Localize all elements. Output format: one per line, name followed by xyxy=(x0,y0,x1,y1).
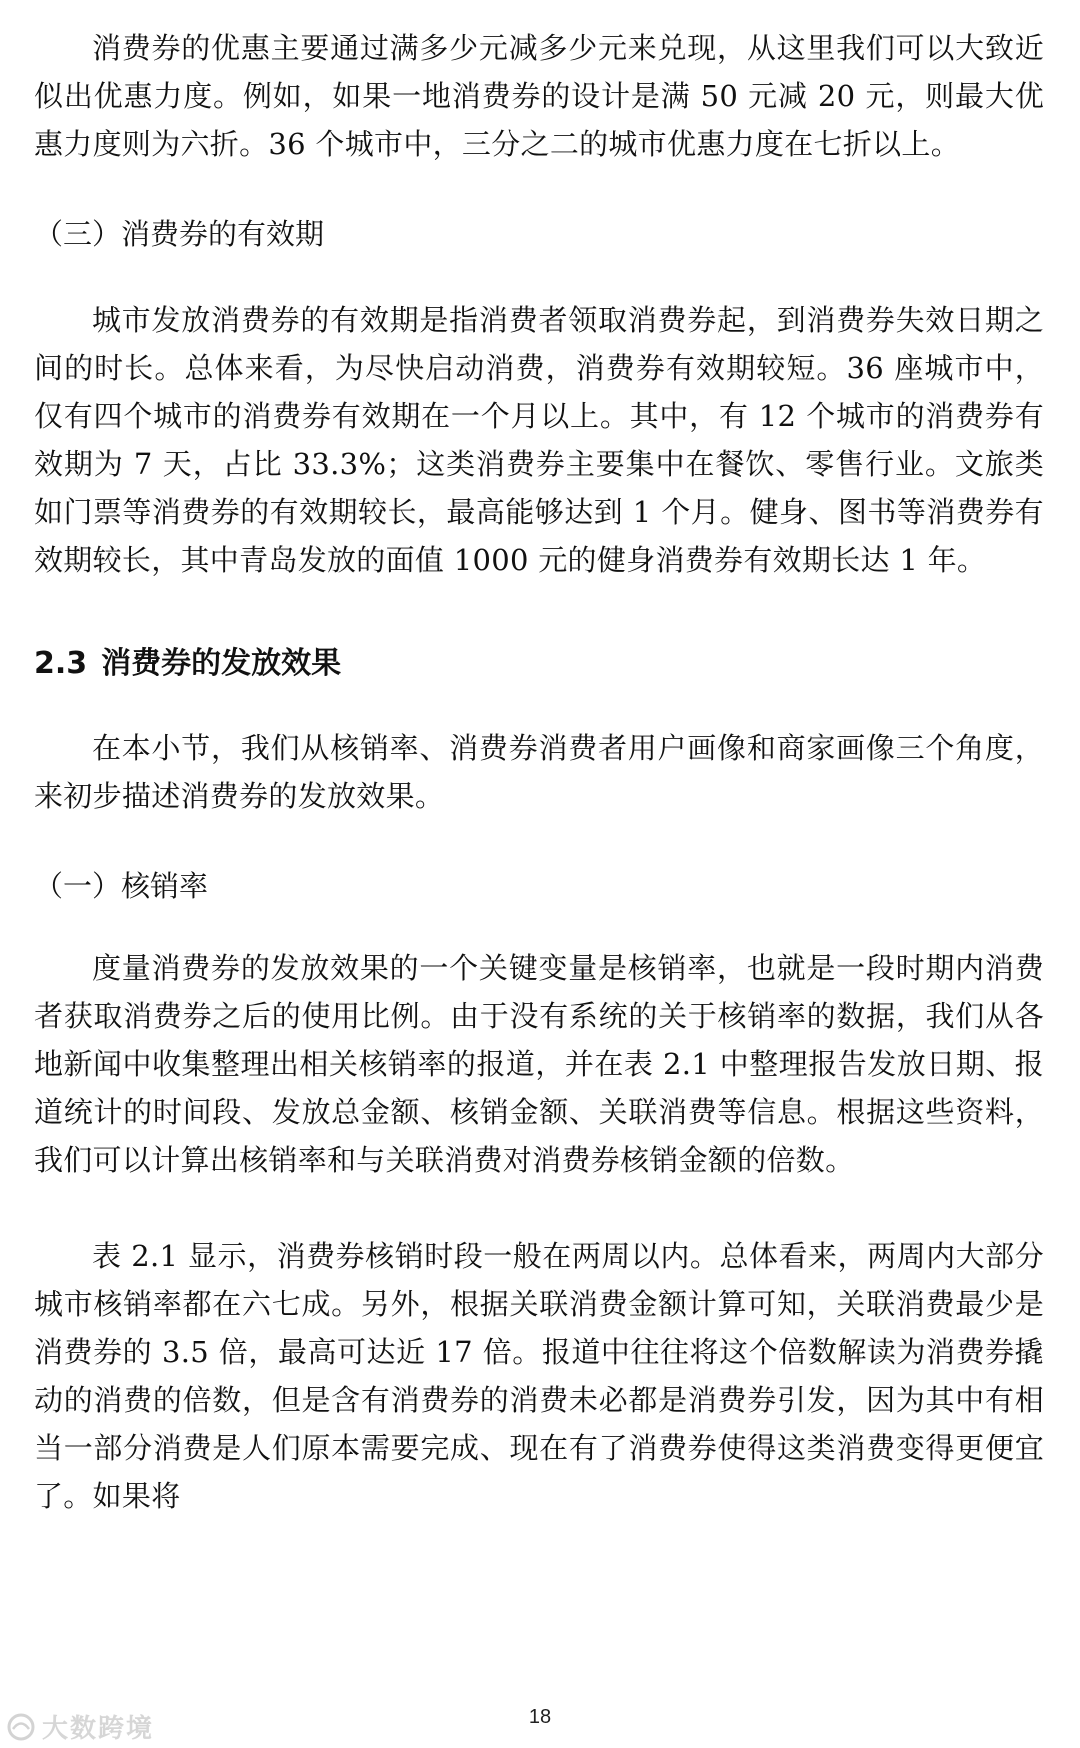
section-heading xyxy=(34,640,341,688)
paragraph-table-findings: 表 2.1 显示，消费券核销时段一般在两周以内。总体看来，两周内大部分城市核销率都在六七成。另外，根据关联消费金额计算可知，关联消费最少是消费券的 3.5 倍，最高可达近 17 倍。报道中往往将这个倍数解读为消费券撬动的消费的倍数，但是含有消费券的消费未必都是消费券引发，因为其中有相当一部分消费是人们原本需要完成、现在有了消费券使得这类消费变得更便宜了。如果将 xyxy=(34,1239,1044,1513)
paragraph-redemption-rate: 度量消费券的发放效果的一个关键变量是核销率，也就是一段时期内消费者获取消费券之后的使用比例。由于没有系统的关于核销率的数据，我们从各地新闻中收集整理出相关核销率的报道，并在表 2.1 中整理报告发放日期、报道统计的时间段、发放总金额、核销金额、关联消费等信息。根据这些资料，我们可以计算出核销率和与关联消费对消费券核销金额的倍数。 xyxy=(34,951,1044,1177)
subheading-validity-period: （三）消费券的有效期 xyxy=(34,217,325,251)
page-number: 18 xyxy=(528,1706,552,1728)
watermark-text: 大数跨境 xyxy=(42,1714,155,1744)
paragraph-section-intro: 在本小节，我们从核销率、消费券消费者用户画像和商家画像三个角度，来初步描述消费券的发放效果。 xyxy=(34,731,1044,813)
section-number: 2.3 xyxy=(34,646,88,681)
paragraph-validity-period: 城市发放消费券的有效期是指消费者领取消费券起，到消费券失效日期之间的时长。总体来看，为尽快启动消费，消费券有效期较短。36 座城市中，仅有四个城市的消费券有效期在一个月以上。其中，有 12 个城市的消费券有效期为 7 天，占比 33.3%；这类消费券主要集中在餐饮、零售行业。文旅类如门票等消费券的有效期较长，最高能够达到 1 个月。健身、图书等消费券有效期较长，其中青岛发放的面值 1000 元的健身消费券有效期长达 1 年。 xyxy=(34,303,1044,577)
paragraph-discount-depth: 消费券的优惠主要通过满多少元减多少元来兑现，从这里我们可以大致近似出优惠力度。例如，如果一地消费券的设计是满 50 元减 20 元，则最大优惠力度则为六折。36 个城市中，三分之二的城市优惠力度在七折以上。 xyxy=(34,31,1044,161)
section-title: 消费券的发放效果 xyxy=(101,646,342,681)
subheading-redemption-rate: （一）核销率 xyxy=(34,869,209,903)
